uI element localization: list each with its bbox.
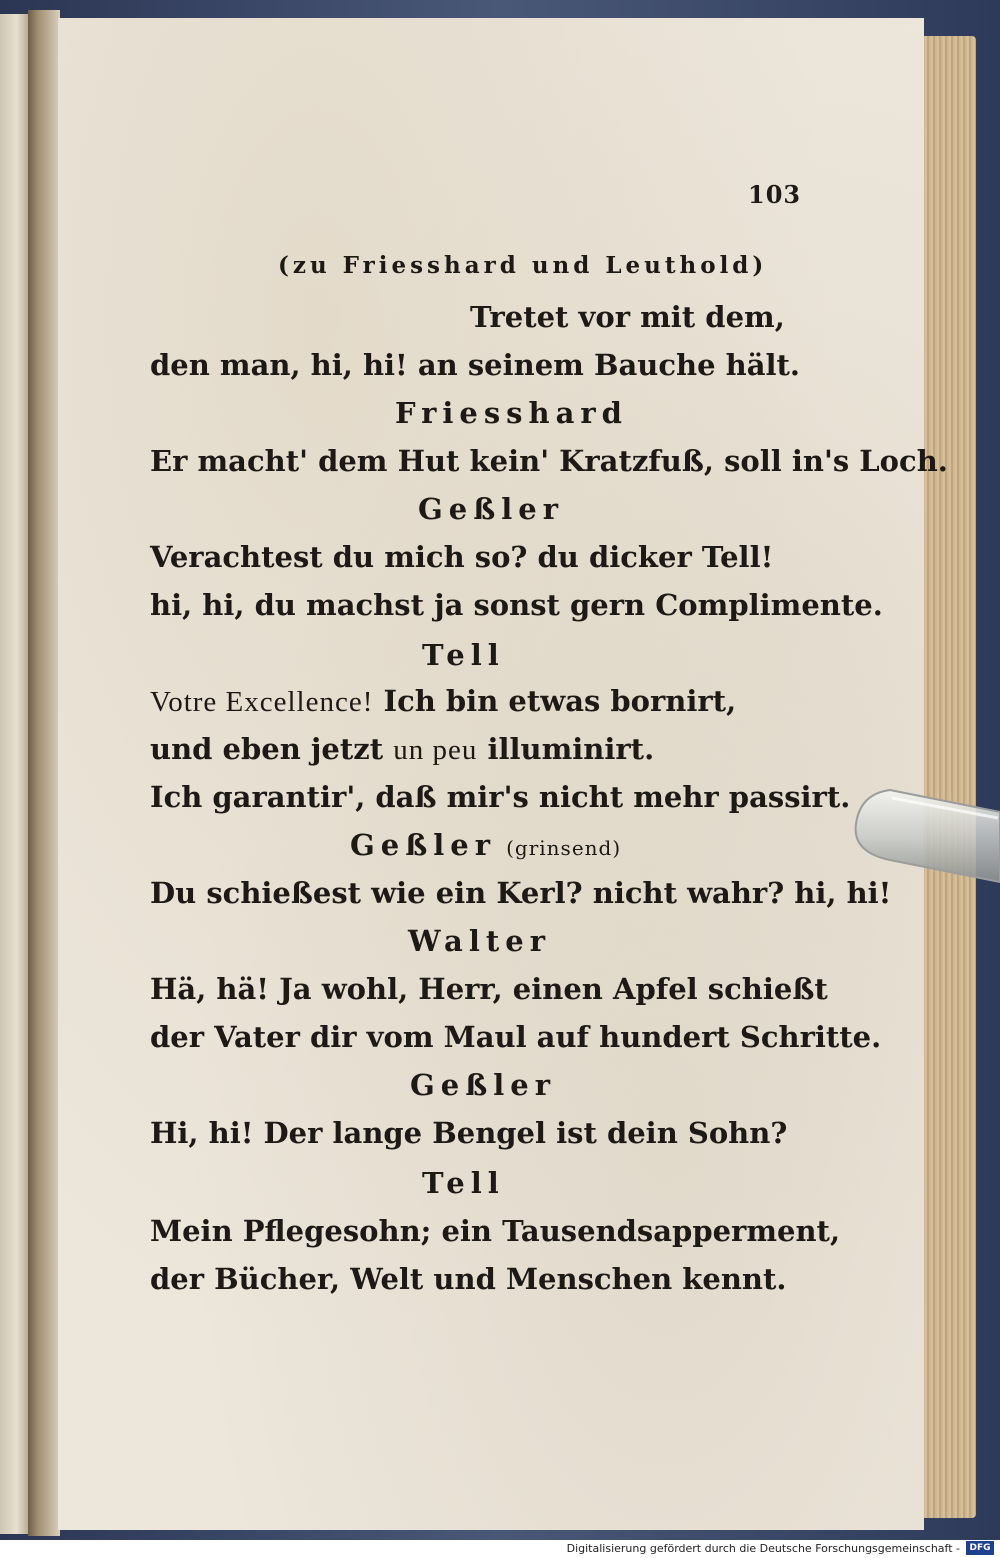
speaker-name: Geßler: [350, 828, 496, 862]
dfg-logo: DFG: [966, 1541, 994, 1555]
verse-line: Hä, hä! Ja wohl, Herr, einen Apfel schießt: [150, 972, 828, 1006]
verse-line: den man, hi, hi! an seinem Bauche hält.: [150, 348, 801, 382]
speaker-name: Walter: [408, 924, 551, 958]
verse-line: Du schießest wie ein Kerl? nicht wahr? hi, hi!: [150, 876, 892, 910]
verse-line: Verachtest du mich so? du dicker Tell!: [150, 540, 774, 574]
speaker-name: Friesshard: [395, 396, 628, 430]
speaker-with-note: [350, 828, 621, 862]
verse-text: Ich bin etwas bornirt,: [383, 684, 737, 718]
french-phrase: Votre Excellence!: [150, 686, 374, 718]
verse-line: der Vater dir vom Maul auf hundert Schritte.: [150, 1020, 882, 1054]
speaker-name: Geßler: [418, 492, 564, 526]
page-number: 103: [748, 180, 802, 209]
funding-credit: Digitalisierung gefördert durch die Deutsche Forschungsgemeinschaft -: [566, 1542, 960, 1555]
speaker-name: Tell: [422, 1166, 505, 1200]
book-clip-holder: [850, 782, 1000, 890]
verse-line: [150, 684, 736, 719]
facing-page-edge: [0, 14, 28, 1534]
speaker-name: Geßler: [410, 1068, 556, 1102]
verse-text: illuminirt.: [487, 732, 655, 766]
stage-direction: (zu Friesshard und Leuthold): [278, 252, 768, 279]
verse-line: Mein Pflegesohn; ein Tausendsapperment,: [150, 1214, 841, 1248]
verse-text: und eben jetzt: [150, 732, 384, 766]
verse-line: Tretet vor mit dem,: [470, 300, 785, 334]
verse-line: Ich garantir', daß mir's nicht mehr passirt.: [150, 780, 851, 814]
book-gutter: [28, 10, 60, 1536]
verse-line: der Bücher, Welt und Menschen kennt.: [150, 1262, 787, 1296]
verse-line: [150, 732, 654, 767]
stage-note: (grinsend): [506, 836, 622, 860]
speaker-name: Tell: [422, 638, 505, 672]
book-page: [58, 18, 924, 1530]
verse-line: hi, hi, du machst ja sonst gern Complimente.: [150, 588, 883, 622]
verse-line: Er macht' dem Hut kein' Kratzfuß, soll in's Loch.: [150, 444, 948, 478]
page-block-edge: [918, 36, 976, 1518]
verse-line: Hi, hi! Der lange Bengel ist dein Sohn?: [150, 1116, 788, 1150]
french-phrase: un peu: [393, 734, 478, 766]
